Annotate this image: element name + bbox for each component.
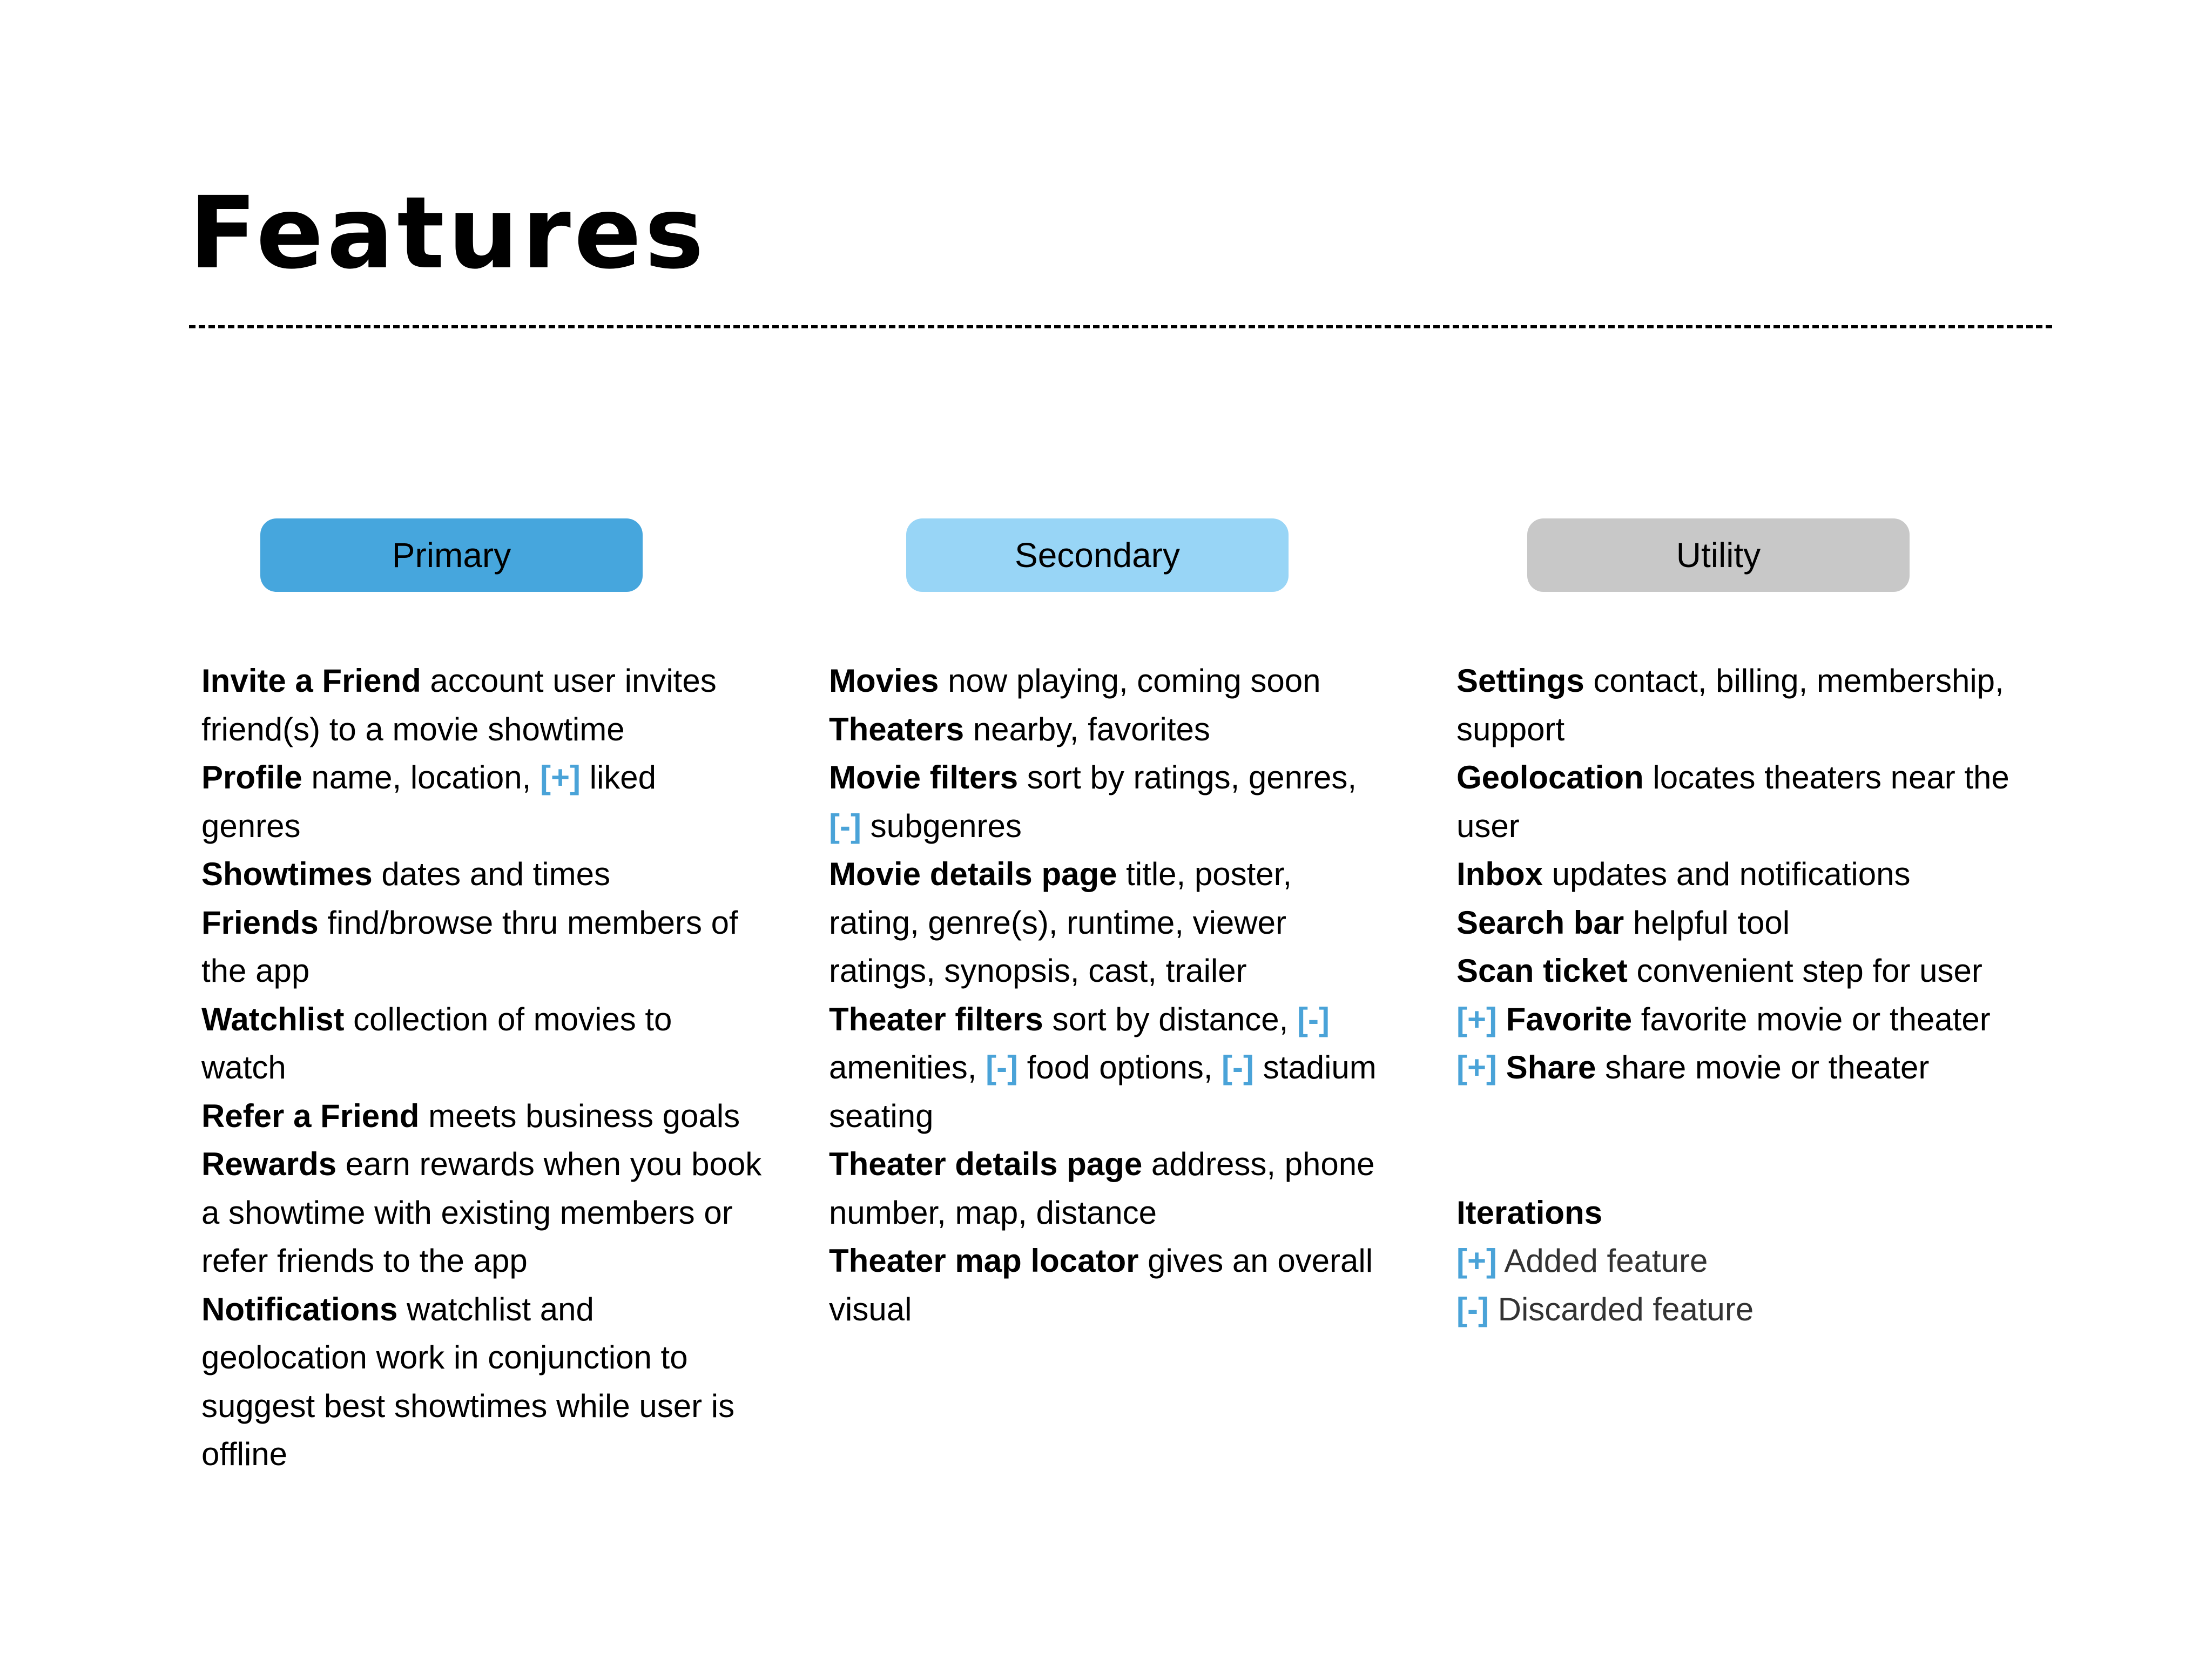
feature-item xyxy=(1456,947,2018,995)
feature-desc: gives an overall visual xyxy=(829,1243,1373,1327)
feature-item xyxy=(829,995,1380,1141)
feature-desc: contact, billing, membership, support xyxy=(1456,663,2004,747)
feature-desc: address, phone number, map, distance xyxy=(829,1146,1375,1231)
discarded-tag: [-] xyxy=(986,1049,1019,1085)
primary-feature-list xyxy=(201,657,763,1479)
feature-desc: now playing, coming soon xyxy=(939,663,1321,699)
feature-term: Rewards xyxy=(201,1146,337,1182)
utility-feature-list xyxy=(1456,657,2018,1333)
feature-item xyxy=(1456,850,2018,899)
feature-desc: amenities, xyxy=(829,1049,986,1085)
feature-term: Theater map locator xyxy=(829,1243,1139,1279)
added-tag: [+] xyxy=(1456,1243,1497,1279)
feature-desc: title, poster, rating, genre(s), runtime, viewer ratings, synopsis, cast, trailer xyxy=(829,856,1292,989)
feature-desc: sort by distance, xyxy=(1043,1001,1298,1037)
utility-pill: Utility xyxy=(1527,518,1910,592)
feature-desc: sort by ratings, genres, xyxy=(1018,759,1357,795)
feature-item xyxy=(829,705,1380,754)
feature-item xyxy=(201,657,763,753)
feature-term: Refer a Friend xyxy=(201,1097,420,1134)
feature-term: Theater details page xyxy=(829,1146,1143,1182)
feature-term: Geolocation xyxy=(1456,759,1644,795)
feature-desc: locates theaters near the user xyxy=(1456,759,2009,844)
feature-item xyxy=(829,657,1380,705)
secondary-pill: Secondary xyxy=(906,518,1289,592)
feature-desc: watchlist and geolocation work in conjunction to suggest best showtimes while user is offline xyxy=(201,1291,735,1472)
feature-desc: find/browse thru members of the app xyxy=(201,904,738,989)
feature-desc: convenient step for user xyxy=(1627,953,1982,989)
feature-item xyxy=(1456,1043,2018,1092)
discarded-tag: [-] xyxy=(1456,1291,1489,1327)
discarded-tag: [-] xyxy=(1222,1049,1254,1085)
feature-desc: meets business goals xyxy=(419,1097,740,1134)
feature-term: Inbox xyxy=(1456,856,1543,892)
feature-item xyxy=(829,1237,1380,1333)
feature-item xyxy=(1456,995,2018,1044)
feature-term: Theaters xyxy=(829,711,965,747)
feature-item xyxy=(829,850,1380,995)
feature-item xyxy=(829,753,1380,850)
feature-item xyxy=(201,753,763,850)
feature-term: Movies xyxy=(829,663,939,699)
feature-item xyxy=(201,1285,763,1479)
feature-term: Notifications xyxy=(201,1291,398,1327)
feature-term: Movie details page xyxy=(829,856,1117,892)
feature-term: Showtimes xyxy=(201,856,373,892)
feature-term: Profile xyxy=(201,759,302,795)
discarded-tag: [-] xyxy=(829,807,861,844)
page-title: Features xyxy=(189,176,707,291)
feature-item xyxy=(201,899,763,995)
primary-pill: Primary xyxy=(260,518,643,592)
discarded-tag: [-] xyxy=(1297,1001,1330,1037)
feature-desc: helpful tool xyxy=(1624,904,1790,941)
feature-term: Friends xyxy=(201,904,319,941)
feature-item xyxy=(829,1140,1380,1237)
feature-desc: liked genres xyxy=(201,759,657,844)
feature-item xyxy=(201,1092,763,1141)
feature-desc: earn rewards when you book a showtime with existing members or refer friends to the app xyxy=(201,1146,762,1279)
added-tag: [+] xyxy=(1456,1001,1497,1037)
legend-label: Added feature xyxy=(1497,1243,1708,1279)
feature-term: Invite a Friend xyxy=(201,663,421,699)
secondary-feature-list xyxy=(829,657,1380,1333)
feature-item xyxy=(1456,753,2018,850)
feature-desc: favorite movie or theater xyxy=(1632,1001,1991,1037)
title-divider xyxy=(189,325,2052,328)
feature-desc: share movie or theater xyxy=(1596,1049,1930,1085)
feature-term: Share xyxy=(1506,1049,1596,1085)
added-tag: [+] xyxy=(539,759,581,795)
iterations-heading: Iterations xyxy=(1456,1194,1603,1231)
feature-item xyxy=(201,995,763,1092)
feature-desc: name, location, xyxy=(302,759,540,795)
added-tag: [+] xyxy=(1456,1049,1497,1085)
feature-desc: account user invites friend(s) to a movie showtime xyxy=(201,663,717,747)
feature-desc: collection of movies to watch xyxy=(201,1001,672,1085)
iterations-legend-added xyxy=(1456,1237,2018,1285)
feature-term: Settings xyxy=(1456,663,1584,699)
iterations-legend-discarded xyxy=(1456,1285,2018,1334)
feature-item xyxy=(201,1140,763,1285)
feature-term: Scan ticket xyxy=(1456,953,1628,989)
feature-desc: stadium seating xyxy=(829,1049,1377,1134)
feature-item xyxy=(1456,899,2018,947)
feature-item xyxy=(201,850,763,899)
feature-term: Watchlist xyxy=(201,1001,345,1037)
feature-term: Favorite xyxy=(1506,1001,1633,1037)
feature-desc: subgenres xyxy=(861,807,1022,844)
legend-label: Discarded feature xyxy=(1488,1291,1754,1327)
feature-desc: dates and times xyxy=(372,856,610,892)
feature-desc: updates and notifications xyxy=(1543,856,1911,892)
feature-desc: food options, xyxy=(1018,1049,1222,1085)
feature-term: Theater filters xyxy=(829,1001,1043,1037)
feature-term: Search bar xyxy=(1456,904,1624,941)
feature-item xyxy=(1456,657,2018,753)
feature-term: Movie filters xyxy=(829,759,1019,795)
feature-desc: nearby, favorites xyxy=(964,711,1210,747)
